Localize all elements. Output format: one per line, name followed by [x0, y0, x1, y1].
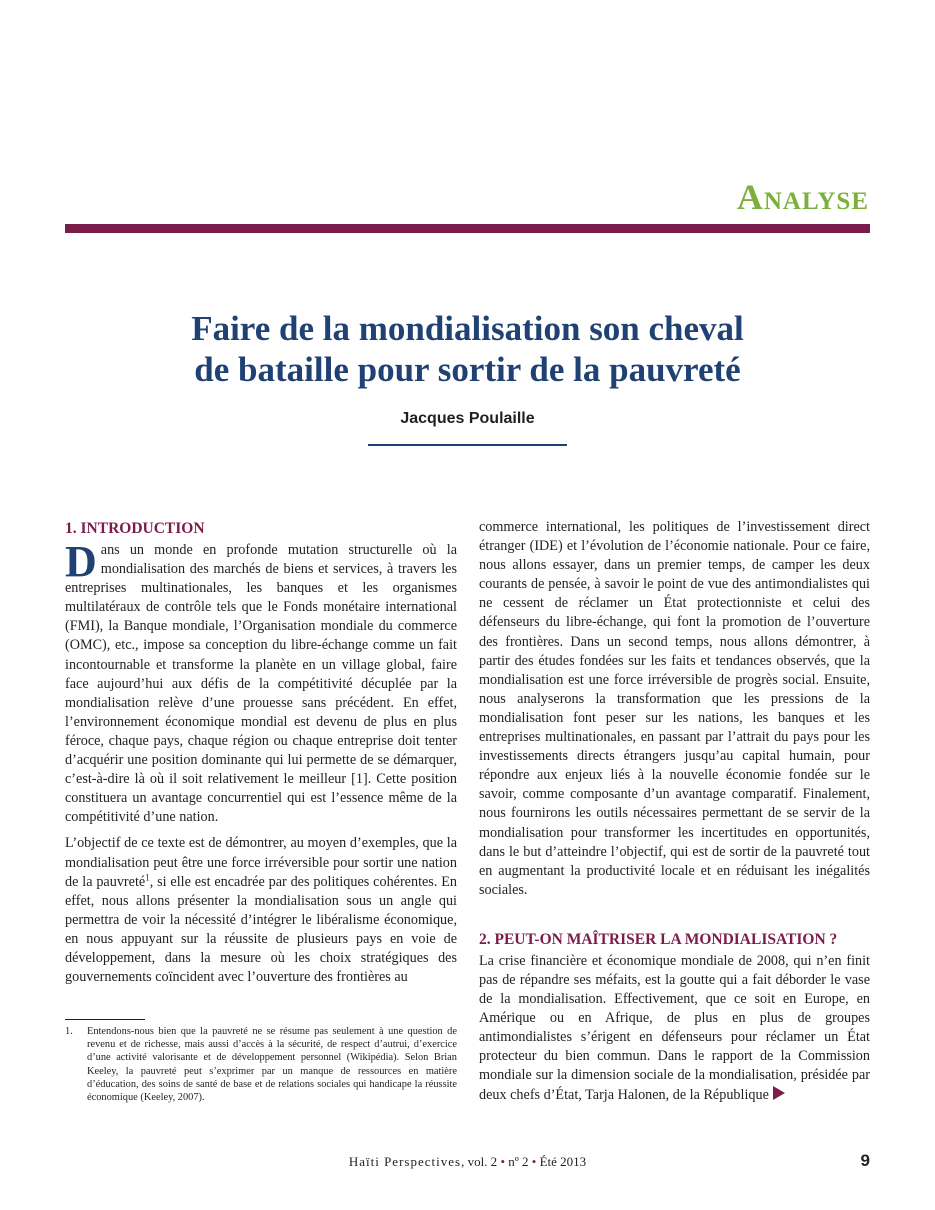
title-line-1: Faire de la mondialisation son cheval: [191, 309, 744, 348]
section-heading-introduction: 1. INTRODUCTION: [65, 520, 205, 537]
author-name: Jacques Poulaille: [400, 410, 535, 427]
title-line-2: de bataille pour sortir de la pauvreté: [194, 350, 741, 389]
section-label: Analyse: [736, 177, 869, 217]
footnote-text: Entendons-nous bien que la pauvreté ne se résume pas seulement à une question de revenu et de richesse, mais aussi d’accès à la sécurité, de respect d’autrui, d’exercice d’une activité valorisante et de développement personnel (Wikipédia). Selon Brian Keeley, la pauvreté peut s’exprimer par un manque de ressources en matière d’éducation, des soins de santé de base et de relations sociales qui handicape la réussite économique (Keeley, 2007).: [87, 1026, 457, 1104]
paragraph-intro-2-start: [65, 834, 457, 987]
paragraph-intro-2-text-a: L’objectif de ce texte est de démontrer, au moyen d’exemples, que la mondialisation peut être une force irréversible pour sortir une nation de la pauvreté: [65, 835, 457, 890]
page-number: 9: [860, 1151, 870, 1170]
paragraph-intro-1: [65, 537, 457, 827]
continue-arrow-icon: [773, 1086, 785, 1100]
footnote-1: [65, 1025, 457, 1104]
footnote-number: 1.: [65, 1026, 73, 1037]
author-rule: [368, 444, 567, 446]
paragraph-intro-1-text: ans un monde en profonde mutation structurelle où la mondialisation des marchés de biens et services, à travers les entreprises multinationales, les banques et les organismes multilatéraux de contrôle tels que le Fonds monétaire international (FMI), la Banque mondiale, l’Organisation mondiale du commerce (OMC), etc., impose sa conception du libre-échange comme un fait incontournable et transforme la planète en un village global, faire face aujourd’hui aux défis de la compétitivité décuplée par la mondialisation relève d’une prouesse sans précédent. En effet, l’environnement économique mondial est devenu de plus en plus féroce, chaque pays, chaque région ou chaque entreprise doit tenter d’acquérir une position dominante qui lui permette de se démarquer, c’est-à-dire là où il soit relativement le meilleur [1]. Cette position constituera un avantage concurrentiel qui est l’essence même de la compétitivité d’une nation.: [65, 542, 457, 826]
journal-volume: , vol. 2: [461, 1154, 501, 1169]
journal-name: Haïti Perspectives: [348, 1154, 462, 1169]
footer-bullet-2: •: [531, 1154, 537, 1169]
paragraph-s2-1: [479, 952, 870, 1105]
paragraph-intro-2-text-b: , si elle est encadrée par des politiques cohérentes. En effet, nous allons présenter la mondialisation sous un angle qui permettra de voir la nécessité d’intégrer le libéralisme économique, en nous appuyant sur la réussite de plusieurs pays en voie de développement, dans la mesure où les choix stratégiques des gouvernements coïncident avec l’ouverture des frontières au: [65, 873, 457, 986]
paragraph-intro-2-continued: commerce international, les politiques de l’investissement direct étranger (IDE) et l’évolution de l’économie nationale. Pour ce faire, nous allons essayer, dans un premier temps, de camper les deux courants de pensée, à savoir le point de vue des antimondialistes qui ne cessent de réclamer un État protectionniste et celui des défenseurs du libre-échange, qui font la promotion de l’ouverture des frontières. Dans un second temps, nous allons démontrer, à partir des études fondées sur les faits et tendances observés, que la mondialisation est une force irréversible de progrès social. Ensuite, nous analyserons la transformation que les pressions de la mondialisation font peser sur les nations, les banques et les entreprises multinationales, en passant par l’attrait du pays pour les investissements directs étrangers jusqu’au capital humain, pour répondre aux enjeux liés à la nouvelle économie fondée sur le savoir, comme composante d’un avantage comparatif. Finalement, nous fournirons les outils nécessaires permettant de se servir de la mondialisation pour transformer les incertitudes en opportunités, dans le but d’atteindre l’objectif, qui est de sortir de la pauvreté tout en augmentant la productivité locale et en réduisant les inégalités sociales.: [479, 519, 870, 898]
journal-issue: nº 2: [505, 1154, 532, 1169]
footnote-rule: [65, 1019, 145, 1020]
header-rule: [65, 224, 870, 233]
text-column-left: [65, 518, 457, 987]
footer-bullet-1: •: [500, 1154, 505, 1169]
footnote-ref-1[interactable]: 1: [145, 871, 150, 882]
paragraph-s2-1-text: La crise financière et économique mondiale de 2008, qui n’en finit pas de répandre ses méfaits, est la goutte qui a fait déborder le vase de la mondialisation. Effectivement, que ce soit en Europe, en Amérique ou en Afrique, de plus en plus de groupes antimondialistes s’érigent en défenseurs pour réclamer un État protecteur du bien commun. Dans le rapport de la Commission mondiale sur la dimension sociale de la mondialisation, présidée par deux chefs d’État, Tarja Halonen, de la République: [479, 952, 870, 1103]
drop-cap: D: [65, 537, 97, 586]
text-column-right: [479, 518, 870, 1105]
page-footer: [65, 1154, 870, 1170]
section-heading-mondialisation: 2. PEUT-ON MAÎTRISER LA MONDIALISATION ?: [479, 930, 838, 948]
journal-season: Été 2013: [536, 1154, 587, 1169]
article-title: [65, 308, 870, 390]
